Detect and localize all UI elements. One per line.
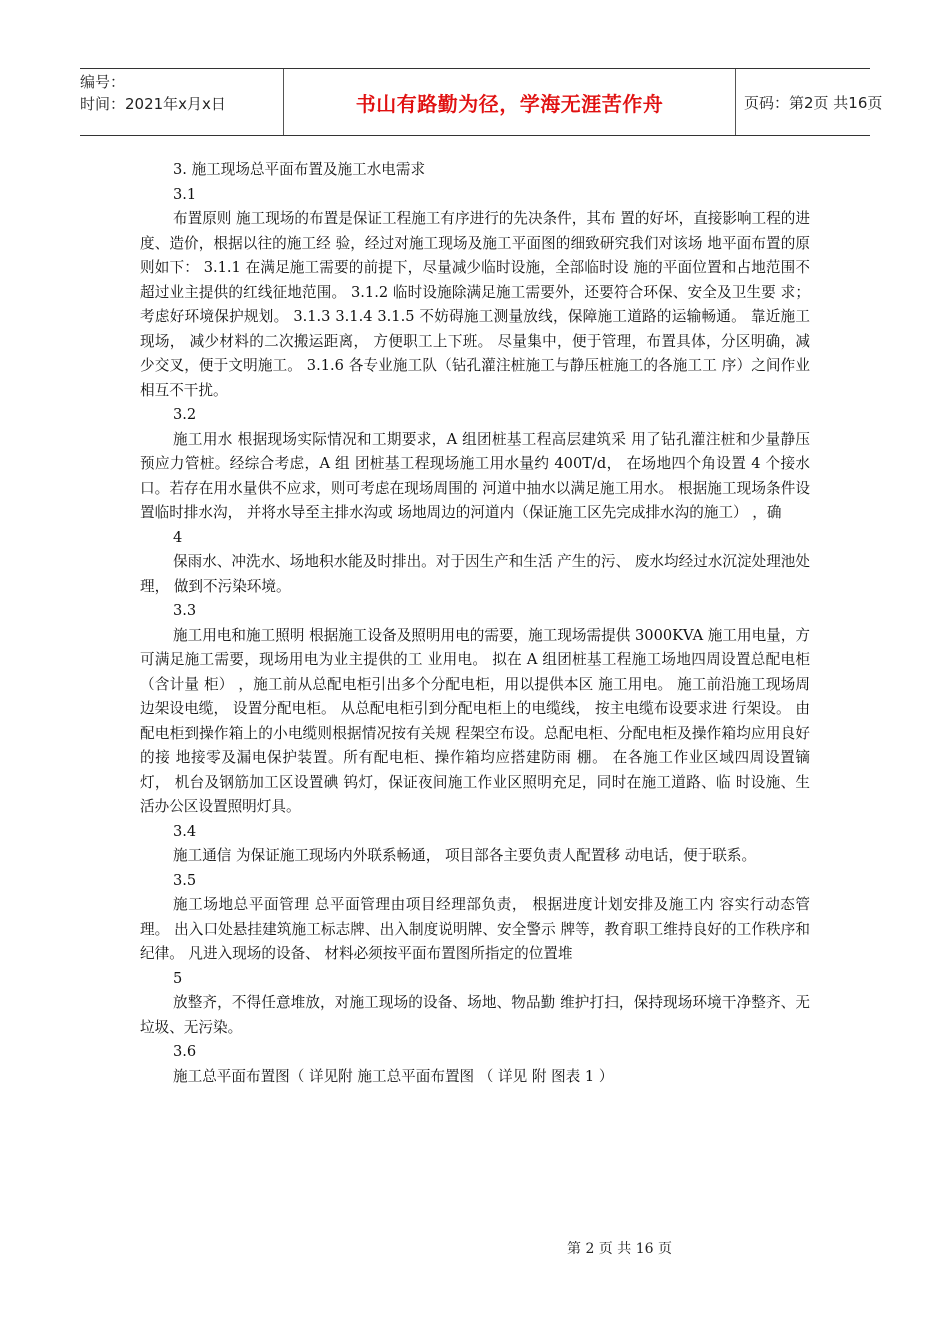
section-number: 3.1 — [173, 185, 197, 203]
header-meta — [80, 69, 283, 135]
page-header — [80, 68, 883, 136]
section-heading: 3. 施工现场总平面布置及施工水电需求 — [173, 161, 426, 178]
header-page-info: 页码：第2页 共16页 — [744, 93, 883, 112]
paragraph: 保雨水、冲洗水、场地积水能及时排出。对于因生产和生活 产生的污、 废水均经过水沉淀处理池处理， 做到不污染环境。 — [140, 553, 810, 595]
section-number: 3.4 — [173, 822, 197, 840]
document-number-label: 编号： — [80, 73, 126, 91]
section-number: 3.2 — [173, 406, 197, 423]
section-number: 3.6 — [173, 1043, 197, 1060]
paragraph: 施工通信 为保证施工现场内外联系畅通， 项目部各主要负责人配置移 动电话，便于联系。 — [173, 847, 757, 864]
section-number: 3.3 — [173, 602, 197, 619]
document-body — [140, 158, 810, 1089]
paragraph: 施工总平面布置图（ 详见附 施工总平面布置图 （ 详见 附 图表 1 ） — [173, 1067, 614, 1085]
document-time-label: 时间：2021年x月x日 — [80, 95, 226, 113]
page-footer: 第 2 页 共 16 页 — [567, 1241, 672, 1257]
paragraph: 施工用水 根据现场实际情况和工期要求，A 组团桩基工程高层建筑采 用了钻孔灌注桩和少量静压预应力管桩。经综合考虑，A 组 团桩基工程现场施工用水量约 400T/d， 在场地四个角设置 4 个接水口。若存在用水量供不应求，则可考虑在现场周围的 河道中抽水以满足施工用水。 根据施工现场条件设置临时排水沟， 并将水导至主排水沟或 场地周边的河道内（保证施工区先完成排水沟的施工） ，确 — [140, 430, 810, 521]
page-break-number: 4 — [173, 528, 183, 546]
paragraph: 布置原则 施工现场的布置是保证工程施工有序进行的先决条件，其布 置的好坏，直接影响工程的进度、造价，根据以往的施工经 验，经过对施工现场及施工平面图的细致研究我们对该场 地平面布置的原则如下： 3.1.1 在满足施工需要的前提下，尽量减少临时设施，全部临时设 施的平面位置和占地范围不超过业主提供的红线征地范围。 3.1.2 临时设施除满足施工需要外，还要符合环保、安全及卫生要 求；考虑好环境保护规划。 3.1.3 3.1.4 3.1.5 不妨碍施工测量放线，保障施工道路的运输畅通。 靠近施工现场， 减少材料的二次搬运距离， 方便职工上下班。 尽量集中，便于管理，布置具体，分区明确，减少交叉，便于文明施工。 3.1.6 各专业施工队（钻孔灌注桩施工与静压桩施工的各施工工 序）之间作业相互不干扰。 — [140, 210, 810, 399]
paragraph: 放整齐，不得任意堆放，对施工现场的设备、场地、物品勤 维护打扫，保持现场环境干净整齐、无垃圾、无污染。 — [140, 994, 810, 1036]
paragraph: 施工用电和施工照明 根据施工设备及照明用电的需要，施工现场需提供 3000KVA 施工用电量，方可满足施工需要，现场用电为业主提供的工 业用电。 拟在 A 组团桩基工程施工场地四周设置总配电柜（含计量 柜） ，施工前从总配电柜引出多个分配电柜，用以提供本区 施工用电。 施工前沿施工现场周边架设电缆， 设置分配电柜。 从总配电柜引到分配电柜上的电缆线， 按主电缆布设要求进 行架设。 由配电柜到操作箱上的小电缆则根据情况按有关规 程架空布设。总配电柜、分配电柜及操作箱均应用良好的接 地接零及漏电保护装置。所有配电柜、操作箱均应搭建防雨 棚。 在各施工作业区域四周设置镝灯， 机台及钢筋加工区设置碘 钨灯，保证夜间施工作业区照明充足，同时在施工道路、临 时设施、生活办公区设置照明灯具。 — [140, 626, 810, 815]
paragraph: 施工场地总平面管理 总平面管理由项目经理部负责， 根据进度计划安排及施工内 容实行动态管理。 出入口处悬挂建筑施工标志牌、出入制度说明牌、安全警示 牌等，教育职工维持良好的工作秩序和纪律。 凡进入现场的设备、 材料必须按平面布置图所指定的位置堆 — [140, 896, 810, 962]
header-motto: 书山有路勤为径，学海无涯苦作舟 — [283, 69, 736, 135]
page-break-number: 5 — [173, 969, 183, 987]
section-number: 3.5 — [173, 871, 197, 889]
